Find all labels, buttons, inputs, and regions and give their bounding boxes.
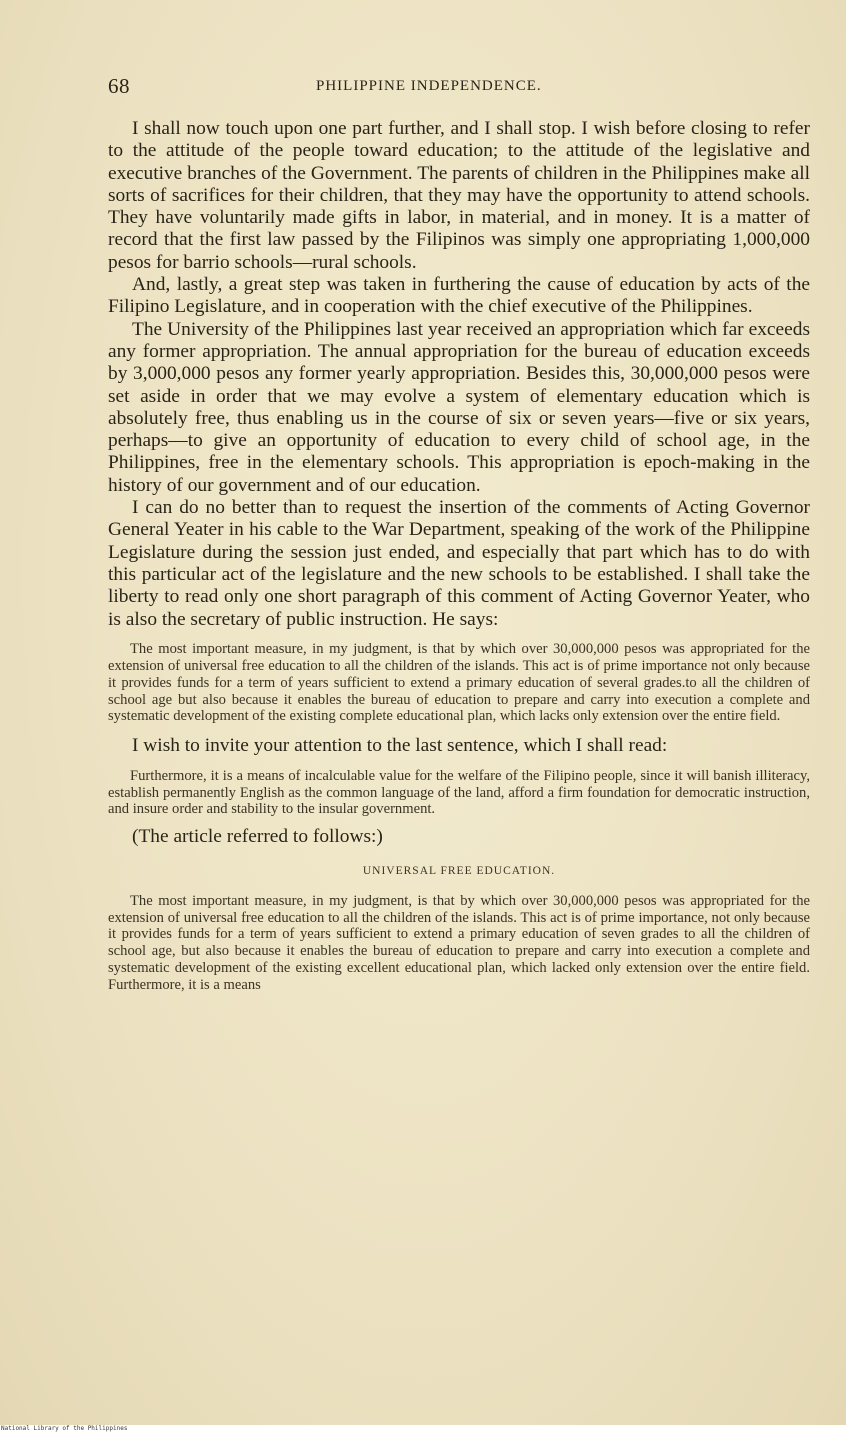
paragraph-yeater-comments: I can do no better than to request the insertion of the comments of Acting Governor General Yeater in his cable to the War Department, speaking of the work of the Philippine Legislature during the session just ended, and especially that part which has to do with this particular act of the legislature and the new schools to be established. I shall take the liberty to read only one short paragraph of this comment of Acting Governor Yeater, who is also the secretary of public instruction. He says: [108,497,810,630]
page-number: 68 [108,74,130,98]
paragraph-article-follows: (The article referred to follows:) [132,826,383,848]
paragraph-university-appropriation: The University of the Philippines last year received an appropriation which far exceeds any former appropriation. The annual appropriation for the bureau of education exceeds by 3,000,000 pesos any former yearly appropriation. Besides this, 30,000,000 pesos were set aside in order that we may evolve a system of elementary education which is absolutely free, thus enabling us in the course of six or seven years—five or six years, perhaps—to give an opportunity of education to every child of school age, in the Philippines, free in the elementary schools. This appropriation is epoch-making in the history of our government and of our education. [108,318,810,496]
library-credit: National Library of the Philippines [1,1425,128,1432]
block-quote-article: The most important measure, in my judgment, is that by which over 30,000,000 pesos was appropriated for the extension of universal free education to all the children of the islands. This act is of prime importance, not only because it provides funds for a term of years sufficient to extend a primary education of seven grades to all the children of school age, but also because it enables the bureau of education to prepare and carry into execution a complete and systematic development of the existing excellent educational plan, which lacked only extension over the entire field. Furthermore, it is a means [108,892,810,994]
page-body [108,118,810,994]
page-header [108,74,728,100]
running-head: PHILIPPINE INDEPENDENCE. [316,78,542,94]
paragraph-last-sentence: I wish to invite your attention to the last sentence, which I shall read: [132,735,668,757]
footer-bar [0,1425,846,1433]
section-heading: UNIVERSAL FREE EDUCATION. [362,864,556,877]
block-quote-yeater: The most important measure, in my judgment, is that by which over 30,000,000 pesos was appropriated for the extension of universal free education to all the children of the islands. This act is of prime importance not only because it provides funds for a term of years sufficient to extend a primary education of several grades.to all the children of school age but also because it enables the bureau of education to prepare and carry into execution a complete and systematic development of the existing complete educational plan, which lacks only extension over the entire field. [108,640,810,725]
paragraph-education-attitude: I shall now touch upon one part further, and I shall stop. I wish before closing to refer to the attitude of the people toward education; to the attitude of the legislative and executive branches of the Government. The parents of children in the Philippines make all sorts of sacrifices for their children, that they may have the opportunity to attend schools. They have voluntarily made gifts in labor, in material, and in money. It is a matter of record that the first law passed by the Filipinos was simply one appropriating 1,000,000 pesos for barrio schools—rural schools. [108,118,810,273]
block-quote-furthermore: Furthermore, it is a means of incalculable value for the welfare of the Filipino people, since it will banish illiteracy, establish permanently English as the common language of the land, afford a firm foundation for democratic instruction, and insure order and stability to the insular government. [108,767,810,818]
paragraph-legislature-step: And, lastly, a great step was taken in furthering the cause of education by acts of the Filipino Legislature, and in cooperation with the chief executive of the Philippines. [108,274,810,318]
